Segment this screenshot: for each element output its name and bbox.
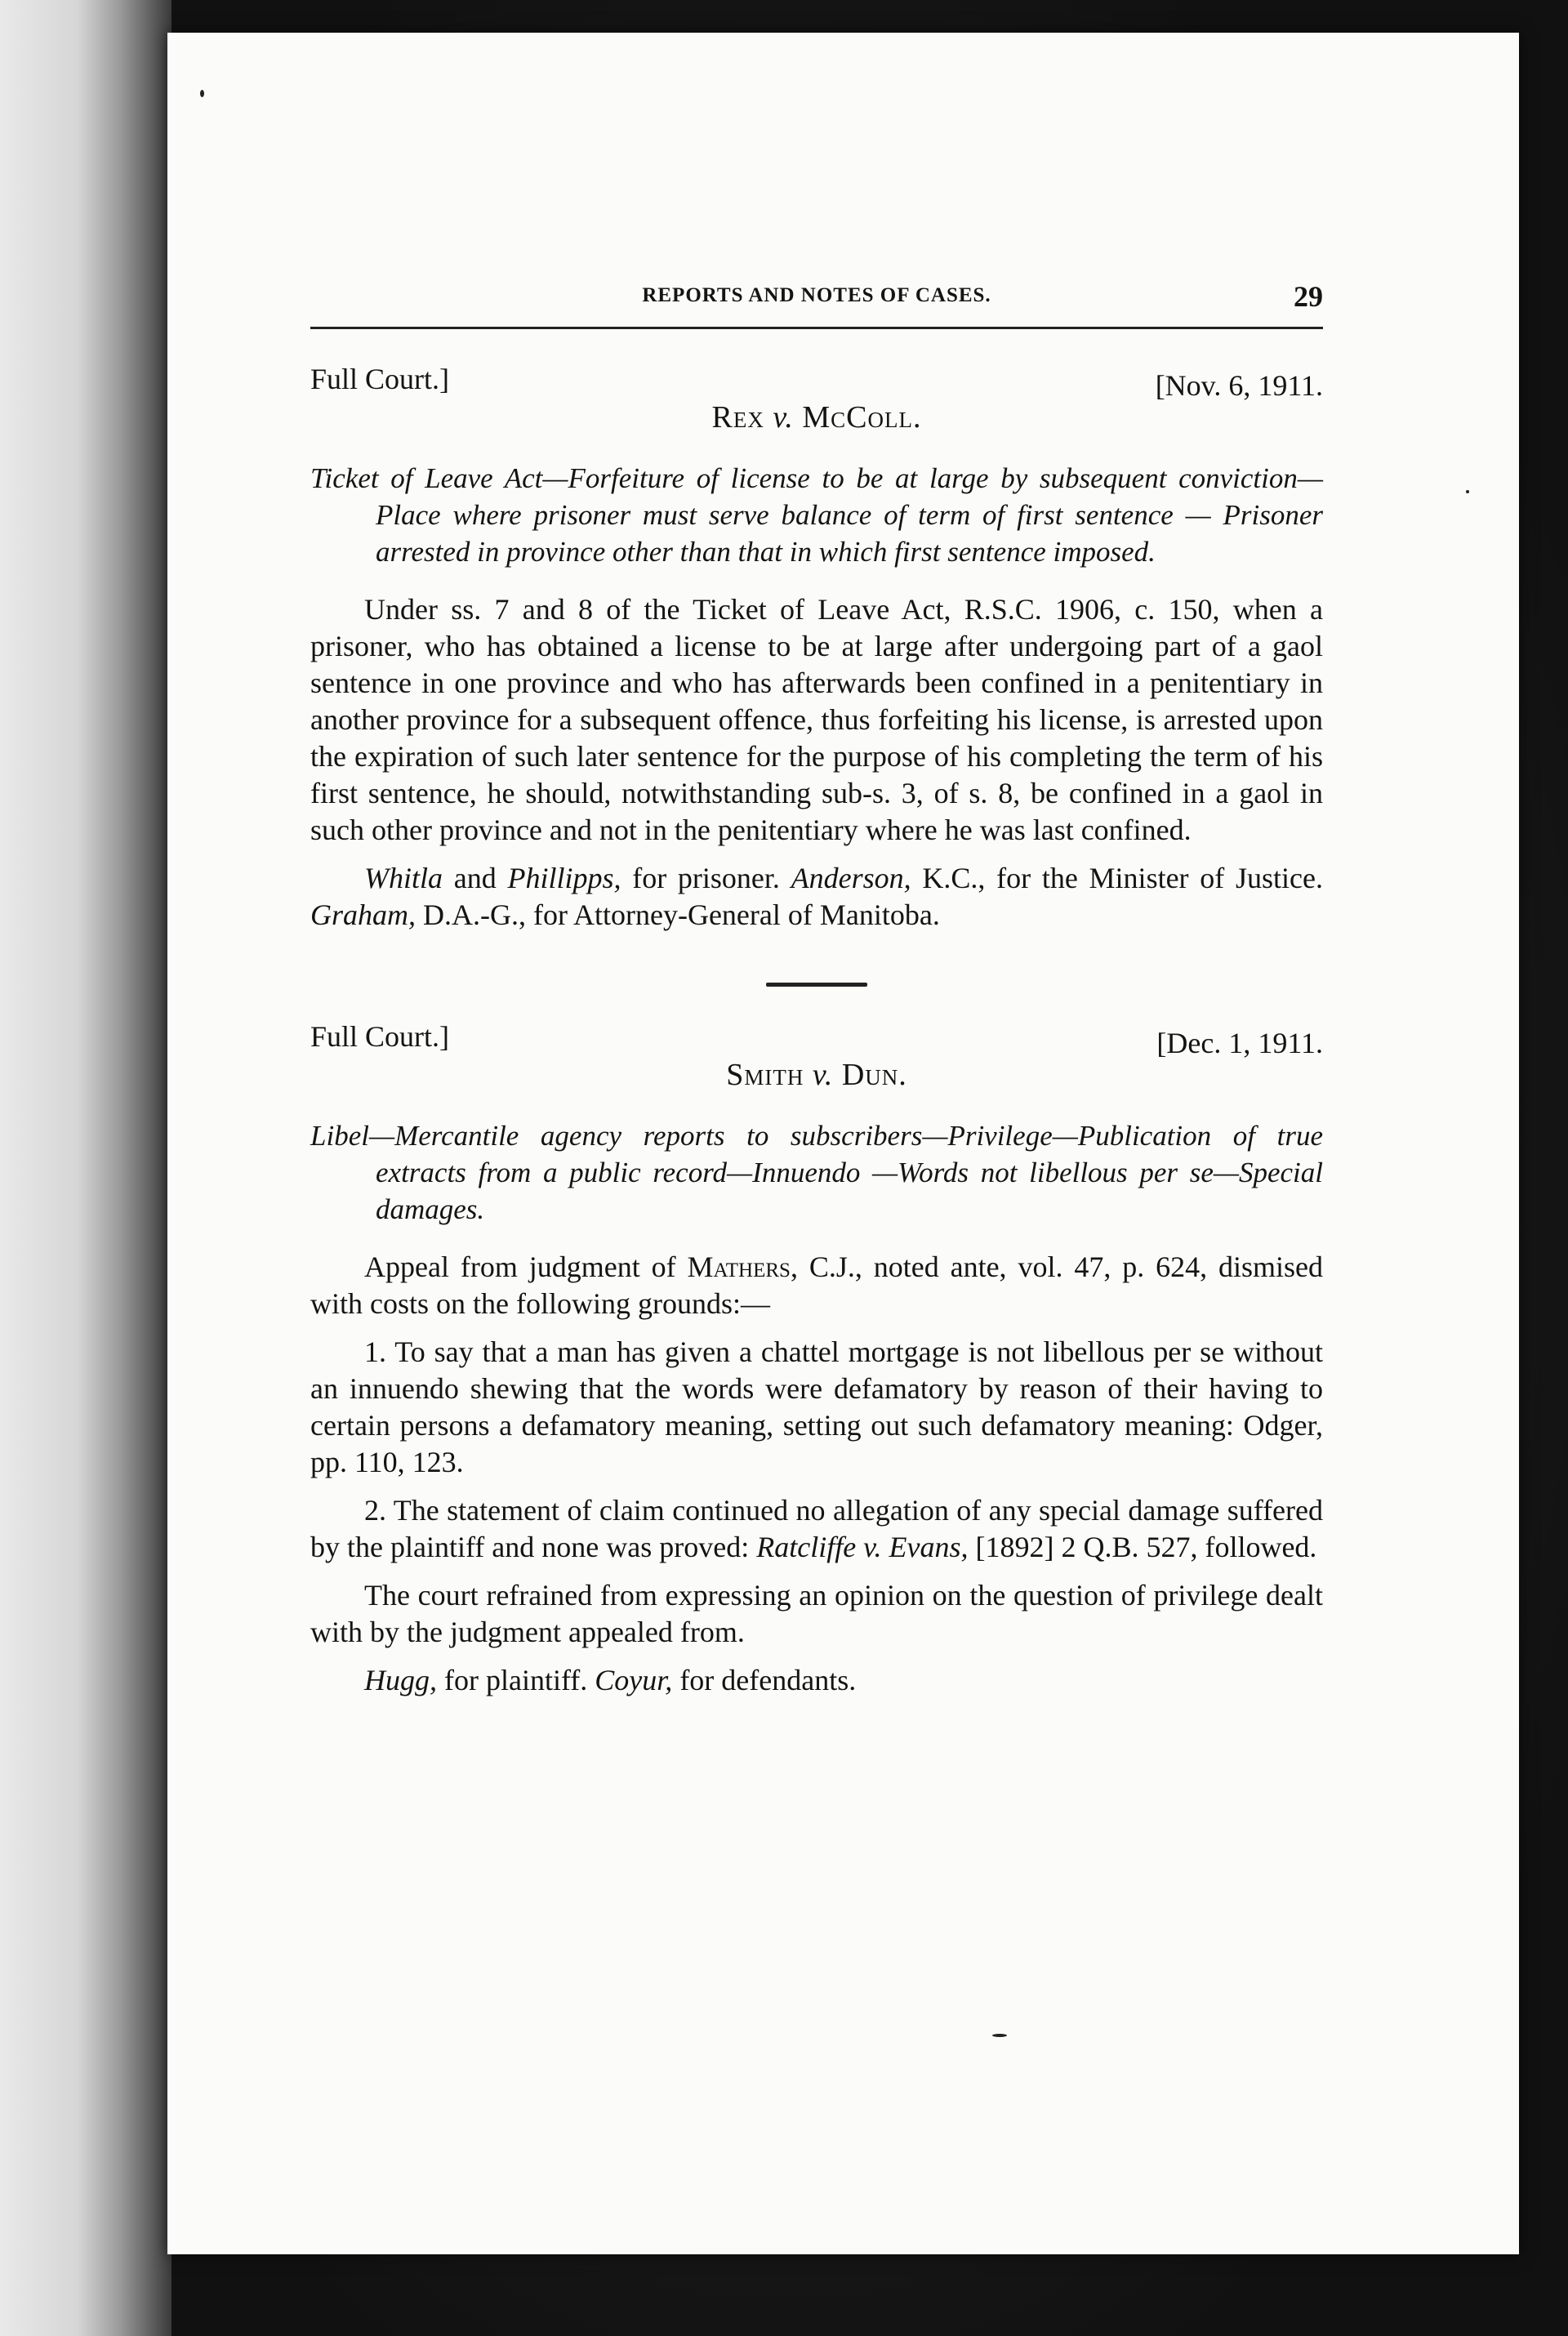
headnote: Libel—Mercantile agency reports to subscribers—Privilege—Publication of true extracts from a public record—Innuendo —Words not libellous per se—Special damages. (310, 1120, 1323, 1225)
judge-name: Mathers (687, 1250, 791, 1283)
court-name: Full Court.] (310, 363, 450, 395)
case-plaintiff: Rex (711, 400, 764, 435)
cited-case: Ratcliffe v. Evans, (756, 1531, 969, 1563)
case-title (310, 1057, 1323, 1093)
counsel-paragraph (310, 860, 1323, 934)
scan-speck (992, 2034, 1007, 2037)
refrained-paragraph: The court refrained from expressing an opinion on the question of privilege dealt with by the judgment appealed from. (310, 1579, 1323, 1648)
page-content (310, 278, 1323, 1710)
adjacent-page-edge (0, 0, 172, 2336)
counsel-role: D.A.-G., for Attorney-General of Manitoba. (416, 898, 940, 931)
headnote: Ticket of Leave Act—Forfeiture of license to be at large by subsequent conviction—Place where prisoner must serve balance of term of first sentence — Prisoner arrested in province other than that in which first sentence imposed. (310, 462, 1323, 568)
case-versus: v. (773, 400, 794, 435)
case-smith-v-dun (310, 1019, 1323, 1699)
counsel-name: Graham, (310, 898, 416, 931)
running-head (310, 278, 1323, 329)
case-title (310, 399, 1323, 435)
case-defendant: McColl. (802, 400, 922, 435)
counsel-role: for prisoner. (621, 862, 791, 894)
ground-two-text: 2. The statement of claim continued no allegation of any special damage suffered by the plaintiff and none was proved: (310, 1494, 1323, 1563)
counsel-role: K.C., for the Minister of Justice. (911, 862, 1323, 894)
scan-speck (200, 90, 204, 97)
court-line (310, 1019, 1323, 1057)
court-name: Full Court.] (310, 1020, 450, 1053)
running-title: REPORTS AND NOTES OF CASES. (642, 284, 991, 306)
scan-speck (1466, 490, 1469, 493)
case-date: [Dec. 1, 1911. (1156, 1027, 1323, 1059)
case-date: [Nov. 6, 1911. (1155, 369, 1323, 402)
counsel-role: for plaintiff. (437, 1664, 595, 1696)
appeal-text: Appeal from judgment of (364, 1250, 688, 1283)
case-plaintiff: Smith (726, 1058, 804, 1092)
case-defendant: Dun. (841, 1058, 907, 1092)
citation: [1892] 2 Q.B. 527, followed. (968, 1531, 1317, 1563)
section-divider (766, 983, 867, 987)
appeal-text: , C.J., noted ante, vol. 47, p. 624, dismised with costs on the following grounds:— (310, 1250, 1323, 1320)
case-versus: v. (812, 1058, 834, 1092)
counsel-name: Coyur, (595, 1664, 673, 1696)
counsel-paragraph (310, 1662, 1323, 1699)
holding-paragraph: Under ss. 7 and 8 of the Ticket of Leave Act, R.S.C. 1906, c. 150, when a prisoner, who has obtained a license to be at large after undergoing part of a gaol sentence in one province and who has afterwards been confined in a penitentiary in another province for a subsequent offence, thus forfeiting his license, is arrested upon the expiration of such later sentence for the purpose of his completing the term of his first sentence, he should, notwithstanding sub-s. 3, of s. 8, be confined in a gaol in such other province and not in the penitentiary where he was last confined. (310, 593, 1323, 846)
court-line (310, 362, 1323, 402)
counsel-role: for defendants. (672, 1664, 857, 1696)
counsel-name: Whitla (364, 862, 443, 894)
counsel-name: Phillipps, (507, 862, 621, 894)
case-rex-v-mccoll (310, 362, 1323, 934)
counsel-name: Hugg, (364, 1664, 437, 1696)
counsel-name: Anderson, (791, 862, 911, 894)
ground-two-paragraph (310, 1492, 1323, 1566)
page-number: 29 (1294, 280, 1323, 313)
ground-one-paragraph: 1. To say that a man has given a chattel mortgage is not libellous per se without an innuendo shewing that the words were defamatory by reason of their having to certain persons a defamatory meaning, setting out such defamatory meaning: Odger, pp. 110, 123. (310, 1335, 1323, 1478)
document-page (167, 33, 1519, 2254)
appeal-paragraph (310, 1249, 1323, 1322)
counsel-connector: and (443, 862, 508, 894)
